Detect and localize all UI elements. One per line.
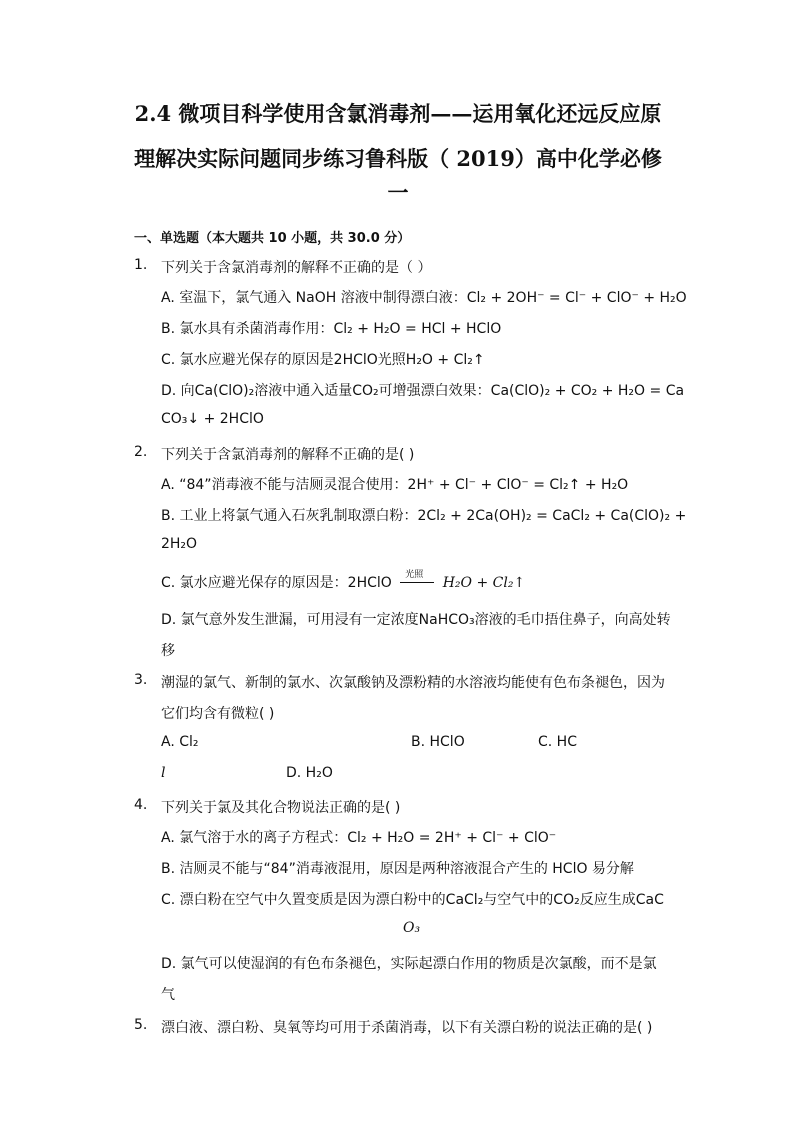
document-title-line-1: 2.4 微项目科学使用含氯消毒剂——运用氧化还远反应原 bbox=[134, 101, 662, 126]
question-2-number: 2. bbox=[134, 444, 148, 460]
reaction-condition-label: 光照 bbox=[405, 570, 424, 580]
question-4-option-b: B. 洁厕灵不能与“84”消毒液混用，原因是两种溶液混合产生的 HClO 易分解 bbox=[161, 861, 634, 877]
question-1-option-b: B. 氯水具有杀菌消毒作用：Cl₂ + H₂O = HCl + HClO bbox=[161, 321, 502, 337]
question-1-option-a: A. 室温下，氯气通入 NaOH 溶液中制得漂白液：Cl₂ + 2OH⁻ = Cl⁻ + ClO⁻ + H₂O bbox=[161, 290, 687, 306]
question-3-option-d: D. H₂O bbox=[286, 765, 333, 781]
question-1-stem: 下列关于含氯消毒剂的解释不正确的是（ ） bbox=[161, 260, 432, 276]
question-3-stem: 潮湿的氯气、新制的氯水、次氯酸钠及漂粉精的水溶液均能使有色布条褪色，因为 bbox=[161, 675, 665, 691]
question-4-option-d: D. 氯气可以使湿润的有色布条褪色，实际起漂白作用的物质是次氯酸，而不是氯 bbox=[161, 956, 657, 972]
arrow-line bbox=[400, 582, 434, 583]
question-2-stem: 下列关于含氯消毒剂的解释不正确的是( ) bbox=[161, 447, 415, 463]
question-2-option-c bbox=[161, 572, 525, 592]
question-3-option-c-cont: l bbox=[161, 765, 166, 781]
question-3-option-a: A. Cl₂ bbox=[161, 734, 199, 750]
section-heading: 一、单选题（本大题共 10 小题，共 30.0 分） bbox=[134, 231, 411, 246]
question-3-option-c: C. HC bbox=[538, 734, 577, 750]
question-2-option-c-text: C. 氯水应避光保存的原因是：2HClO bbox=[161, 575, 392, 591]
question-2-option-d: D. 氯气意外发生泄漏，可用浸有一定浓度NaHCO₃溶液的毛巾捂住鼻子，向高处转 bbox=[161, 612, 671, 628]
question-1-option-c: C. 氯水应避光保存的原因是2HClO光照H₂O + Cl₂↑ bbox=[161, 352, 485, 368]
question-3-number: 3. bbox=[134, 672, 148, 688]
question-2-option-d-cont: 移 bbox=[161, 643, 175, 659]
document-title-line-2: 理解决实际问题同步练习鲁科版（ 2019）高中化学必修 bbox=[134, 146, 662, 171]
question-2-option-b-cont: 2H₂O bbox=[161, 536, 198, 552]
question-4-option-c-cont: O₃ bbox=[403, 920, 421, 936]
question-3-stem-cont: 它们均含有微粒( ) bbox=[161, 706, 275, 722]
question-4-stem: 下列关于氯及其化合物说法正确的是( ) bbox=[161, 800, 401, 816]
question-2-option-a: A. “84”消毒液不能与洁厕灵混合使用：2H⁺ + Cl⁻ + ClO⁻ = Cl₂↑ + H₂O bbox=[161, 477, 629, 493]
question-1-number: 1. bbox=[134, 257, 148, 273]
question-5-number: 5. bbox=[134, 1017, 148, 1033]
document-title-line-3: 一 bbox=[387, 180, 409, 205]
question-1-option-d-cont: CO₃↓ + 2HClO bbox=[161, 411, 264, 427]
question-4-option-d-cont: 气 bbox=[161, 987, 175, 1003]
question-2-option-b: B. 工业上将氯气通入石灰乳制取漂白粉：2Cl₂ + 2Ca(OH)₂ = CaCl₂ + Ca(ClO)₂ + bbox=[161, 508, 687, 524]
question-4-option-a: A. 氯气溶于水的离子方程式：Cl₂ + H₂O = 2H⁺ + Cl⁻ + ClO⁻ bbox=[161, 830, 557, 846]
question-4-option-c: C. 漂白粉在空气中久置变质是因为漂白粉中的CaCl₂与空气中的CO₂反应生成CaC bbox=[161, 892, 664, 908]
reaction-arrow-icon bbox=[400, 570, 434, 590]
question-2-option-c-products: H₂O + Cl₂↑ bbox=[442, 575, 526, 591]
question-1-option-d: D. 向Ca(ClO)₂溶液中通入适量CO₂可增强漂白效果：Ca(ClO)₂ + CO₂ + H₂O = Ca bbox=[161, 383, 685, 399]
question-4-number: 4. bbox=[134, 797, 148, 813]
question-3-option-b: B. HClO bbox=[411, 734, 465, 750]
question-5-stem: 漂白液、漂白粉、臭氧等均可用于杀菌消毒，以下有关漂白粉的说法正确的是( ) bbox=[161, 1020, 653, 1036]
